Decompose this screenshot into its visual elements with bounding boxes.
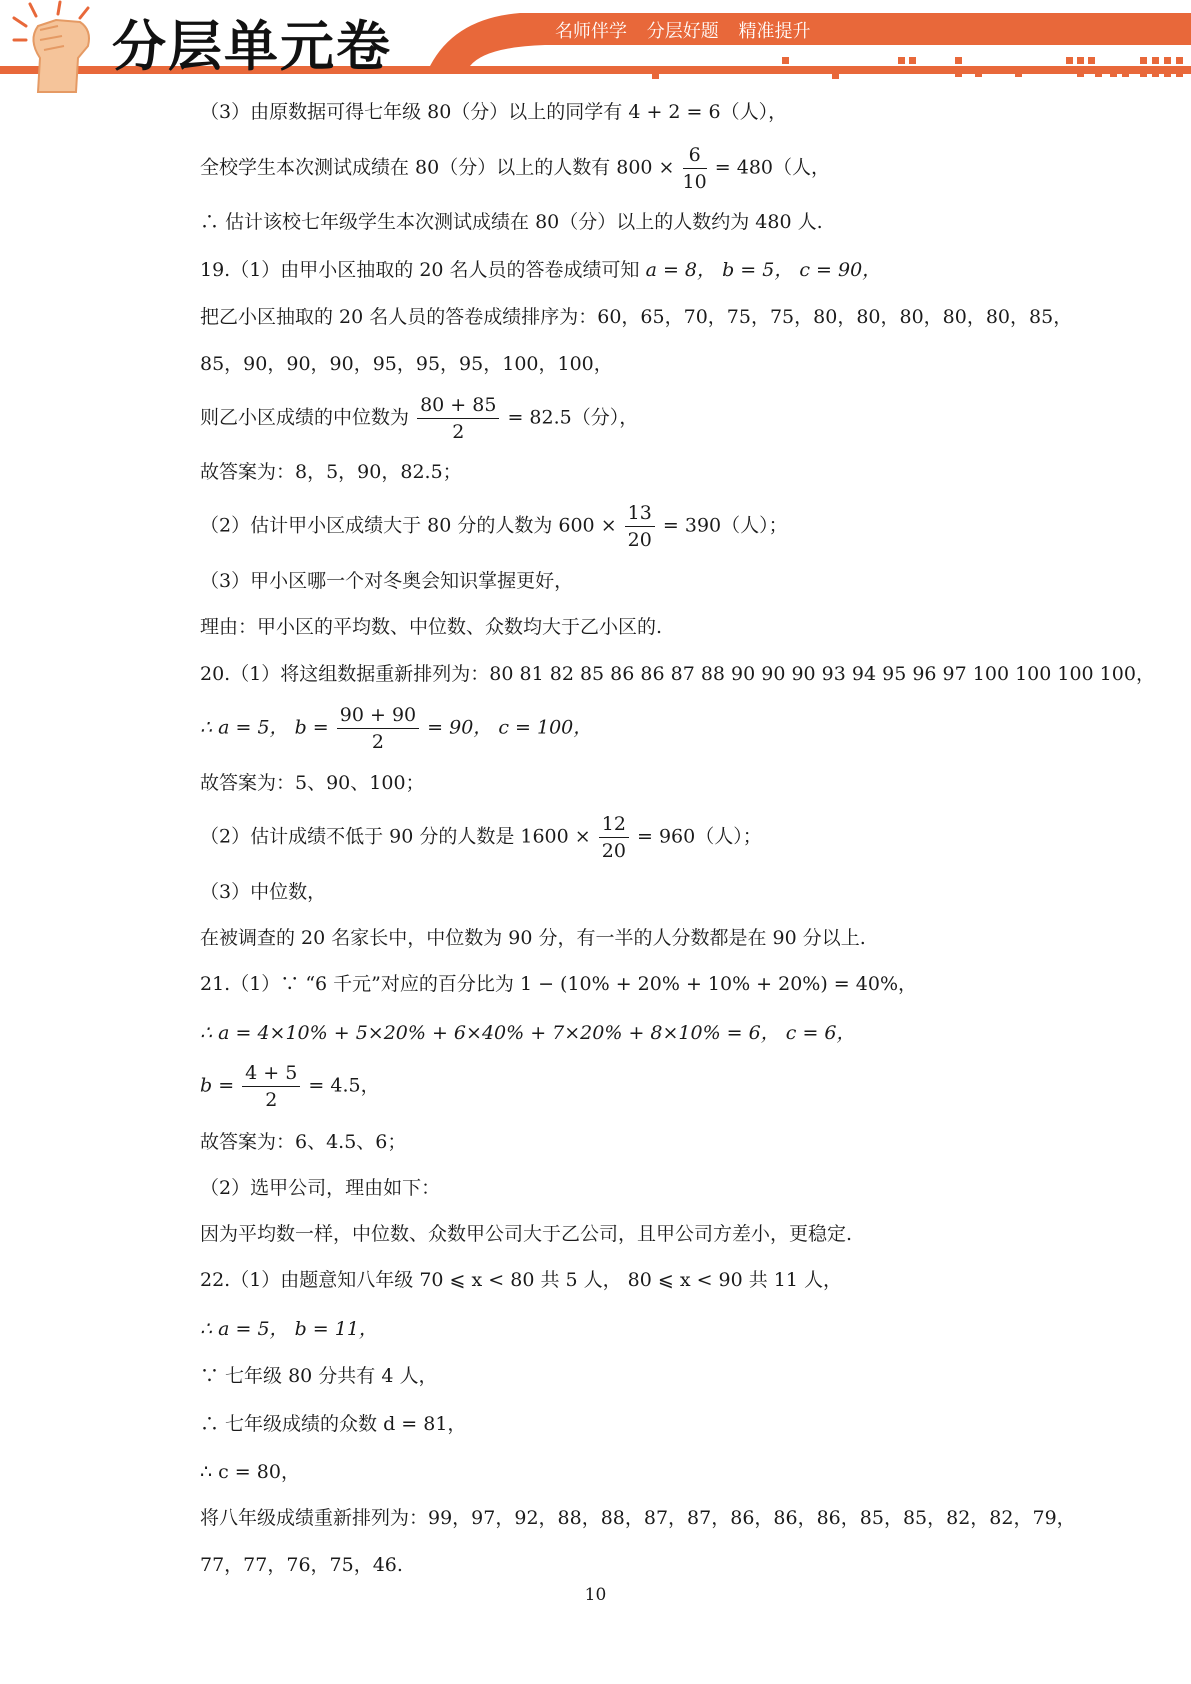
text-line: （3）由原数据可得七年级 80（分）以上的同学有 4 + 2 = 6（人）， xyxy=(200,101,788,123)
text-line xyxy=(200,811,762,864)
fraction-denominator: 20 xyxy=(627,529,652,551)
text-line: 故答案为：8，5，90，82.5； xyxy=(200,461,462,483)
text-line: （2）选甲公司，理由如下： xyxy=(200,1177,441,1199)
fraction-denominator: 2 xyxy=(371,731,384,753)
fraction-numerator: 90 + 90 xyxy=(337,702,419,729)
text-span: = 82.5（分）， xyxy=(507,406,639,429)
fraction xyxy=(242,1060,300,1113)
text-span: （2）估计成绩不低于 90 分的人数是 1600 × xyxy=(200,825,591,848)
fraction-denominator: 2 xyxy=(452,421,465,443)
text-span: （2）估计甲小区成绩大于 80 分的人数为 600 × xyxy=(200,514,617,537)
fraction xyxy=(337,702,419,755)
page-number: 10 xyxy=(584,1585,607,1605)
text-line xyxy=(200,392,638,445)
text-line xyxy=(200,500,788,553)
text-line: 22.（1）由题意知八年级 70 ⩽ x < 80 共 5 人， 80 ⩽ x < 90 共 11 人， xyxy=(200,1269,843,1291)
text-line: ∴ c = 80， xyxy=(200,1461,300,1483)
text-line: 21.（1）∵ “6 千元”对应的百分比为 1 − (10% + 20% + 10% + 20%) = 40%， xyxy=(200,973,918,995)
text-span: 19.（1）由甲小区抽取的 20 名人员的答卷成绩可知 xyxy=(200,259,640,281)
text-span: = 960（人）； xyxy=(636,825,762,848)
text-span: 全校学生本次测试成绩在 80（分）以上的人数有 800 × xyxy=(200,156,675,179)
text-span: = 4.5， xyxy=(308,1074,380,1097)
text-span: ∴ a = 5， b = xyxy=(200,716,329,739)
text-line: （3）中位数， xyxy=(200,881,327,903)
fraction xyxy=(599,811,629,864)
fist-logo-icon xyxy=(14,2,89,92)
text-line: 将八年级成绩重新排列为：99，97，92，88，88，87，87，86，86，86，85，85，82，82，79， xyxy=(200,1507,1076,1529)
text-line: 在被调查的 20 名家长中，中位数为 90 分，有一半的人分数都是在 90 分以上. xyxy=(200,927,866,949)
text-line xyxy=(200,258,881,282)
text-line: 85，90，90，90，95，95，95，100，100， xyxy=(200,353,613,375)
text-line: 20.（1）将这组数据重新排列为：80 81 82 85 86 86 87 88 90 90 90 93 94 95 96 97 100 100 100 100， xyxy=(200,663,1155,685)
text-span: b = xyxy=(200,1074,235,1097)
text-line: 理由：甲小区的平均数、中位数、众数均大于乙小区的. xyxy=(200,616,663,638)
page-header xyxy=(0,0,1191,95)
text-line xyxy=(200,702,592,755)
text-line: 故答案为：5、90、100； xyxy=(200,772,425,794)
header-title: 分层单元卷 xyxy=(112,15,392,78)
fraction-numerator: 4 + 5 xyxy=(242,1060,300,1087)
fraction-numerator: 6 xyxy=(683,142,707,169)
fraction-denominator: 2 xyxy=(265,1089,278,1111)
text-span: a = 8， b = 5， c = 90， xyxy=(645,259,882,281)
header-slogan: 名师伴学 分层好题 精准提升 xyxy=(555,21,811,42)
text-line: 把乙小区抽取的 20 名人员的答卷成绩排序为：60，65，70，75，75，80，80，80，80，80，85， xyxy=(200,306,1073,328)
text-line xyxy=(200,1060,380,1113)
text-span: 则乙小区成绩的中位数为 xyxy=(200,406,410,429)
text-line: ∴ a = 5， b = 11， xyxy=(200,1318,378,1340)
text-line: 77，77，76，75，46. xyxy=(200,1554,403,1576)
text-line: ∴ 估计该校七年级学生本次测试成绩在 80（分）以上的人数约为 480 人. xyxy=(200,211,823,233)
text-line: ∵ 七年级 80 分共有 4 人， xyxy=(200,1365,438,1387)
fraction-numerator: 13 xyxy=(625,500,655,527)
fraction xyxy=(417,392,499,445)
text-span: = 390（人）； xyxy=(662,514,788,537)
fraction-denominator: 10 xyxy=(682,171,707,193)
text-line: （3）甲小区哪一个对冬奥会知识掌握更好， xyxy=(200,570,574,592)
text-span: = 90， c = 100， xyxy=(427,716,593,739)
fraction xyxy=(683,142,707,195)
text-span: = 480（人， xyxy=(714,156,830,179)
text-line: ∴ 七年级成绩的众数 d = 81， xyxy=(200,1413,467,1435)
fraction-numerator: 12 xyxy=(599,811,629,838)
text-line: ∴ a = 4×10% + 5×20% + 6×40% + 7×20% + 8×10% = 6， c = 6， xyxy=(200,1022,856,1044)
text-line: 故答案为：6、4.5、6； xyxy=(200,1131,407,1153)
text-line: 因为平均数一样，中位数、众数甲公司大于乙公司，且甲公司方差小，更稳定. xyxy=(200,1223,853,1245)
fraction xyxy=(625,500,655,553)
text-line xyxy=(200,142,830,195)
fraction-denominator: 20 xyxy=(601,840,626,862)
fraction-numerator: 80 + 85 xyxy=(417,392,499,419)
